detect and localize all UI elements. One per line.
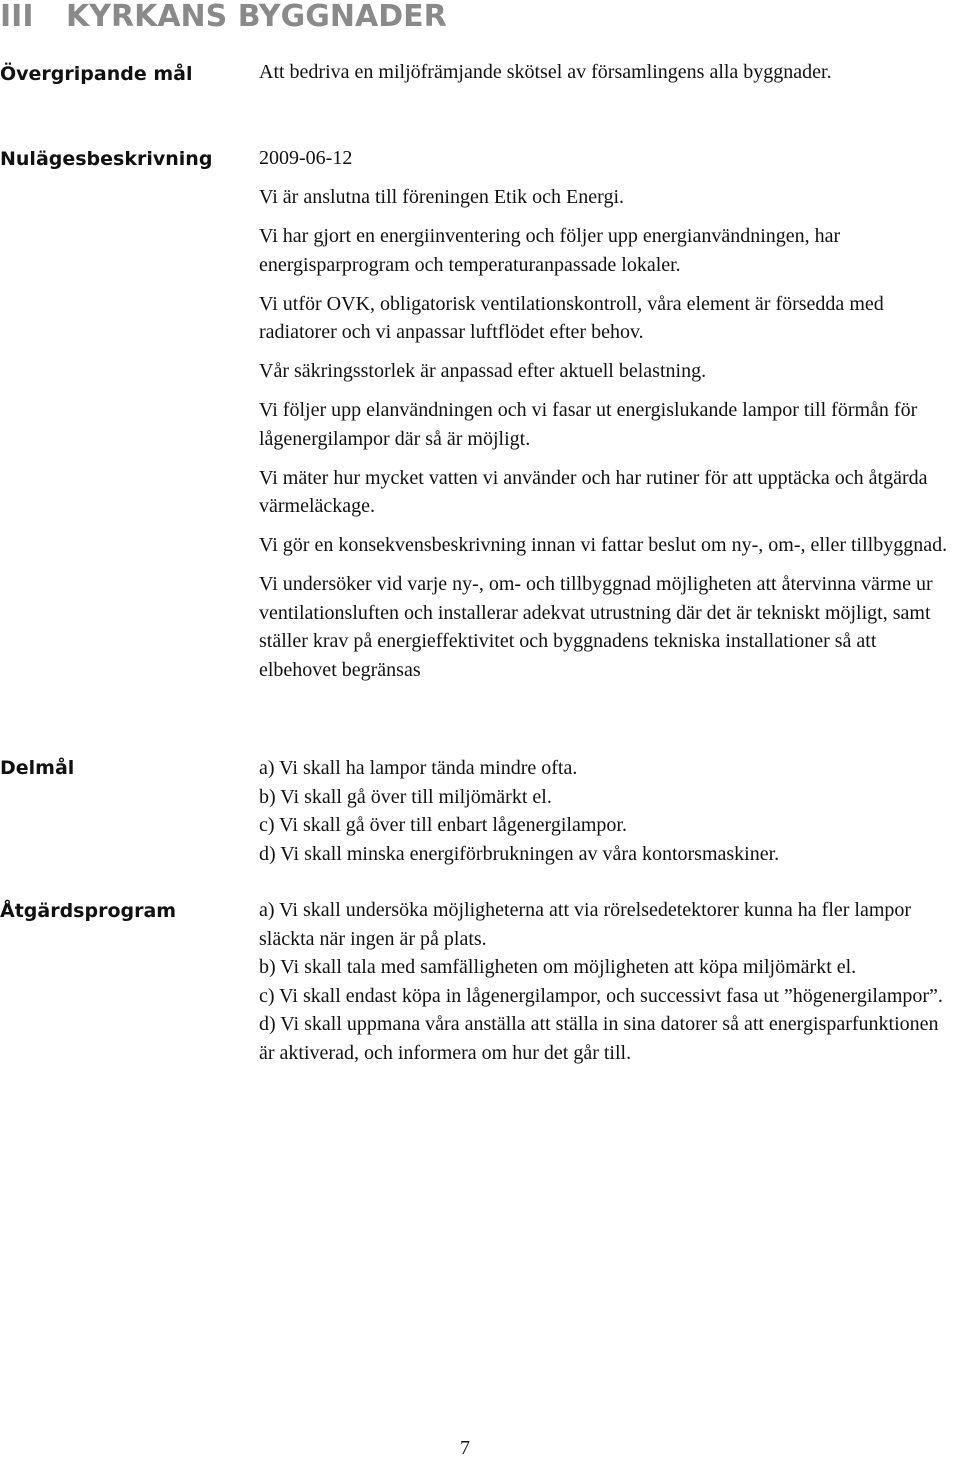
nulage-paragraph: Vi följer upp elanvändningen och vi fasar ut energislukande lampor till förmån för lågenergilampor där så är möjligt. [259,399,918,450]
section-heading [0,0,447,34]
atgardsprogram-item: b) Vi skall tala med samfälligheten om möjligheten att köpa miljömärkt el. [259,956,857,978]
delmal-label: Delmål [0,757,75,779]
atgardsprogram-item: a) Vi skall undersöka möjligheterna att via rörelsedetektorer kunna ha fler lampor släckta när ingen är på plats. [259,899,912,950]
delmal-item: d) Vi skall minska energiförbrukningen av våra kontorsmaskiner. [259,842,780,865]
nulage-paragraphs [259,183,959,684]
overgripande-mal-text: Att bedriva en miljöfrämjande skötsel av församlingens alla byggnader. [259,61,832,83]
page-number: 7 [460,1437,470,1459]
overgripande-mal-label: Övergripande mål [0,63,193,85]
atgardsprogram-list [259,896,959,1067]
atgardsprogram-item: d) Vi skall uppmana våra anställa att ställa in sina datorer så att energisparfunktionen är aktiverad, och informera om hur det går till. [259,1013,939,1064]
nulage-paragraph: Vi gör en konsekvensbeskrivning innan vi fattar beslut om ny-, om-, eller tillbyggnad. [259,534,948,556]
delmal-item: a) Vi skall ha lampor tända mindre ofta. [259,757,578,779]
overgripande-mal-text-block [259,58,959,87]
nulage-paragraph: Vi utför OVK, obligatorisk ventilationskontroll, våra element är försedda med radiatorer och vi anpassar luftflödet efter behov. [259,292,884,343]
atgardsprogram-label: Åtgärdsprogram [0,900,177,922]
delmal-item: b) Vi skall gå över till miljömärkt el. [259,785,552,808]
nulage-paragraph: Vi undersöker vid varje ny-, om- och tillbyggnad möjligheten att återvinna värme ur ventilationsluften och installerar adekvat utrustning där det är tekniskt möjligt, samt ställer krav på energieffektivitet och byggnadens tekniska installationer så att elbehovet begränsas [259,573,933,681]
atgardsprogram-item: c) Vi skall endast köpa in lågenergilampor, och successivt fasa ut ”högenergilampor”. [259,984,943,1007]
section-title: KYRKANS BYGGNADER [66,0,447,34]
nulage-label: Nulägesbeskrivning [0,148,213,170]
nulage-date: 2009-06-12 [259,147,353,169]
nulage-date-block [259,144,959,173]
nulage-paragraph: Vi har gjort en energiinventering och följer upp energianvändningen, har energisparprogram och temperaturanpassade lokaler. [259,225,841,276]
delmal-list [259,754,959,868]
nulage-paragraph: Vår säkringsstorlek är anpassad efter aktuell belastning. [259,360,707,382]
delmal-item: c) Vi skall gå över till enbart lågenergilampor. [259,814,627,836]
nulage-paragraph: Vi mäter hur mycket vatten vi använder och har rutiner för att upptäcka och åtgärda värmeläckage. [259,466,928,517]
section-number: III [0,0,34,34]
nulage-paragraph: Vi är anslutna till föreningen Etik och Energi. [259,186,624,208]
